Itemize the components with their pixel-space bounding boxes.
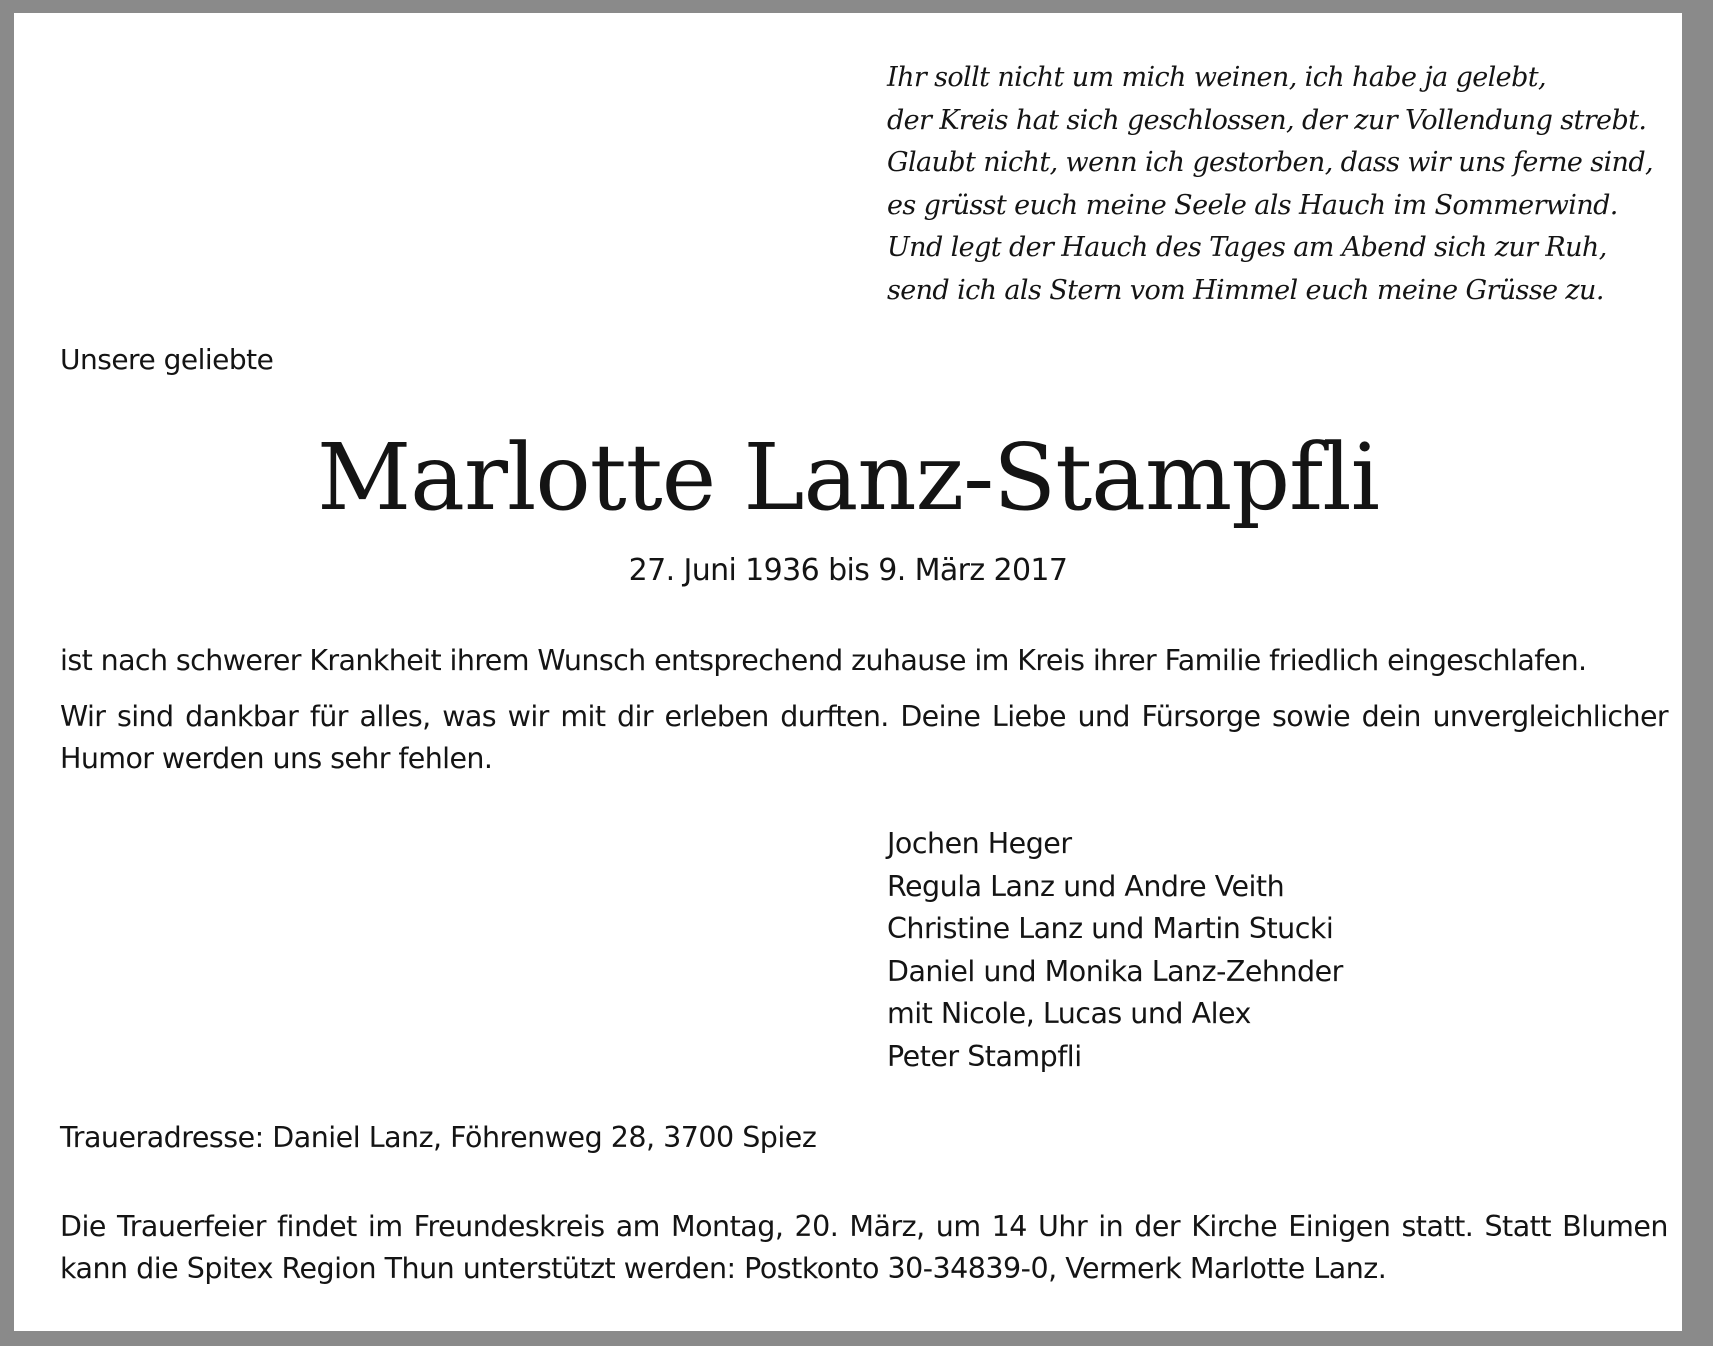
poem-line: der Kreis hat sich geschlossen, der zur Vollendung strebt. (887, 104, 1647, 136)
poem-line: Und legt der Hauch des Tages am Abend sich zur Ruh, (887, 232, 1607, 263)
mourner-name: Regula Lanz und Andre Veith (887, 869, 1285, 903)
poem-line: Ihr sollt nicht um mich weinen, ich habe ja gelebt, (887, 62, 1546, 93)
announcement-text: ist nach schwerer Krankheit ihrem Wunsch entsprechend zuhause im Kreis ihrer Familie friedlich eingeschlafen. (60, 644, 1587, 677)
life-dates: 27. Juni 1936 bis 9. März 2017 (628, 553, 1068, 588)
mourners-list (887, 823, 1343, 1078)
mourner-name: Christine Lanz und Martin Stucki (887, 912, 1334, 945)
poem-line: es grüsst euch meine Seele als Hauch im Sommerwind. (887, 189, 1618, 221)
funeral-service-info: Die Trauerfeier findet im Freundeskreis am Montag, 20. März, um 14 Uhr in der Kirche Einigen statt. Statt Blumen kann die Spitex Region Thun unterstützt werden: Postkonto 30-34839-0, Vermerk Marlotte Lanz. (60, 1210, 1668, 1285)
mourning-address: Traueradresse: Daniel Lanz, Föhrenweg 28, 3700 Spiez (60, 1121, 817, 1154)
poem-line: Glaubt nicht, wenn ich gestorben, dass wir uns ferne sind, (887, 147, 1653, 178)
mourner-name: Jochen Heger (887, 827, 1072, 860)
mourner-name: Peter Stampfli (887, 1039, 1082, 1073)
poem-line: send ich als Stern vom Himmel euch meine Grüsse zu. (887, 274, 1604, 306)
gratitude-text: Wir sind dankbar für alles, was wir mit dir erleben durften. Deine Liebe und Fürsorge sowie dein unvergleichlicher Humor werden uns sehr fehlen. (60, 700, 1668, 775)
deceased-name: Marlotte Lanz-Stampfli (316, 424, 1380, 531)
obituary-notice (14, 13, 1682, 1331)
poem (887, 57, 1667, 312)
intro-text: Unsere geliebte (60, 343, 274, 376)
mourner-name: mit Nicole, Lucas und Alex (887, 997, 1251, 1030)
mourner-name: Daniel und Monika Lanz-Zehnder (887, 954, 1343, 988)
